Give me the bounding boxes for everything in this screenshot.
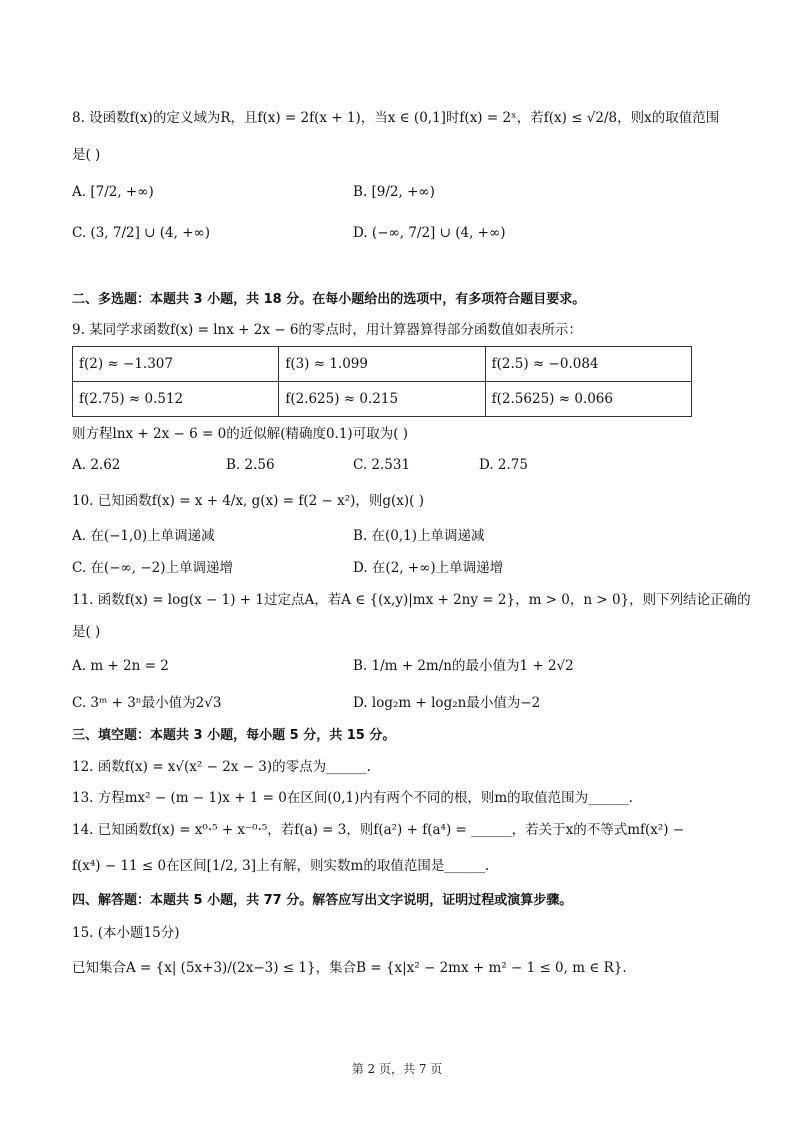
table-row (73, 347, 692, 382)
q9-question: 则方程lnx + 2x − 6 = 0的近似解(精确度0.1)可取为( ) (72, 426, 409, 442)
table-cell: f(2.625) ≈ 0.215 (279, 382, 485, 417)
q14-stem-line2: f(x⁴) − 11 ≤ 0在区间[1/2, 3]上有解，则实数m的取值范围是______. (72, 858, 490, 874)
q15-stem: 已知集合A = {x| (5x+3)/(2x−3) ≤ 1}，集合B = {x|x² − 2mx + m² − 1 ≤ 0, m ∈ R}. (72, 960, 627, 976)
q9-option-a: A. 2.62 (72, 457, 121, 473)
q8-option-c: C. (3, 7/2] ∪ (4, +∞) (72, 225, 211, 241)
q8-option-d: D. (−∞, 7/2] ∪ (4, +∞) (353, 225, 506, 241)
page-number-footer: 第 2 页，共 7 页 (351, 1062, 443, 1076)
q12-stem: 12. 函数f(x) = x√(x² − 2x − 3)的零点为______. (72, 759, 371, 775)
section-fill-in-heading: 三、填空题：本题共 3 小题，每小题 5 分，共 15 分。 (72, 728, 396, 743)
q11-option-d: D. log₂m + log₂n最小值为−2 (353, 695, 541, 711)
q9-option-b: B. 2.56 (226, 457, 275, 473)
q13-stem: 13. 方程mx² − (m − 1)x + 1 = 0在区间(0,1)内有两个不同的根，则m的取值范围为______. (72, 790, 633, 806)
q11-option-a: A. m + 2n = 2 (72, 658, 169, 674)
q11-stem-line1: 11. 函数f(x) = log(x − 1) + 1过定点A，若A ∈ {(x,y)|mx + 2ny = 2}，m > 0，n > 0}，则下列结论正确的 (72, 592, 751, 608)
table-cell: f(3) ≈ 1.099 (279, 347, 485, 382)
q8-stem-line1: 8. 设函数f(x)的定义域为R，且f(x) = 2f(x + 1)，当x ∈ (0,1]时f(x) = 2ˣ，若f(x) ≤ √2/8，则x的取值范围 (72, 110, 720, 126)
q9-stem: 9. 某同学求函数f(x) = lnx + 2x − 6的零点时，用计算器算得部分函数值如表所示： (72, 322, 582, 338)
q9-value-table (72, 346, 692, 417)
table-cell: f(2.75) ≈ 0.512 (73, 382, 279, 417)
q11-option-c: C. 3ᵐ + 3ⁿ最小值为2√3 (72, 695, 222, 711)
q10-option-d: D. 在(2, +∞)上单调递增 (353, 560, 504, 576)
q15-header: 15. (本小题15分) (72, 925, 180, 941)
table-cell: f(2.5625) ≈ 0.066 (485, 382, 691, 417)
q9-option-c: C. 2.531 (353, 457, 411, 473)
q10-option-c: C. 在(−∞, −2)上单调递增 (72, 560, 234, 576)
q8-stem-line2: 是( ) (72, 147, 101, 163)
q9-option-d: D. 2.75 (479, 457, 528, 473)
q11-stem-line2: 是( ) (72, 624, 101, 640)
q8-option-a: A. [7/2, +∞) (72, 184, 154, 200)
q10-option-b: B. 在(0,1)上单调递减 (353, 528, 485, 544)
section-solution-heading: 四、解答题：本题共 5 小题，共 77 分。解答应写出文字说明，证明过程或演算步骤。 (72, 893, 573, 908)
q14-stem-line1: 14. 已知函数f(x) = x⁰·⁵ + x⁻⁰·⁵，若f(a) = 3，则f(a²) + f(a⁴) = ______，若关于x的不等式mf(x²) − (72, 822, 685, 838)
table-cell: f(2.5) ≈ −0.084 (485, 347, 691, 382)
section-multiple-choice-heading: 二、多选题：本题共 3 小题，共 18 分。在每小题给出的选项中，有多项符合题目要求。 (72, 292, 586, 307)
table-cell: f(2) ≈ −1.307 (73, 347, 279, 382)
q11-option-b: B. 1/m + 2m/n的最小值为1 + 2√2 (353, 658, 574, 674)
q8-option-b: B. [9/2, +∞) (353, 184, 435, 200)
q10-stem: 10. 已知函数f(x) = x + 4/x, g(x) = f(2 − x²)，则g(x)( ) (72, 493, 424, 509)
q10-option-a: A. 在(−1,0)上单调递减 (72, 528, 215, 544)
table-row (73, 382, 692, 417)
